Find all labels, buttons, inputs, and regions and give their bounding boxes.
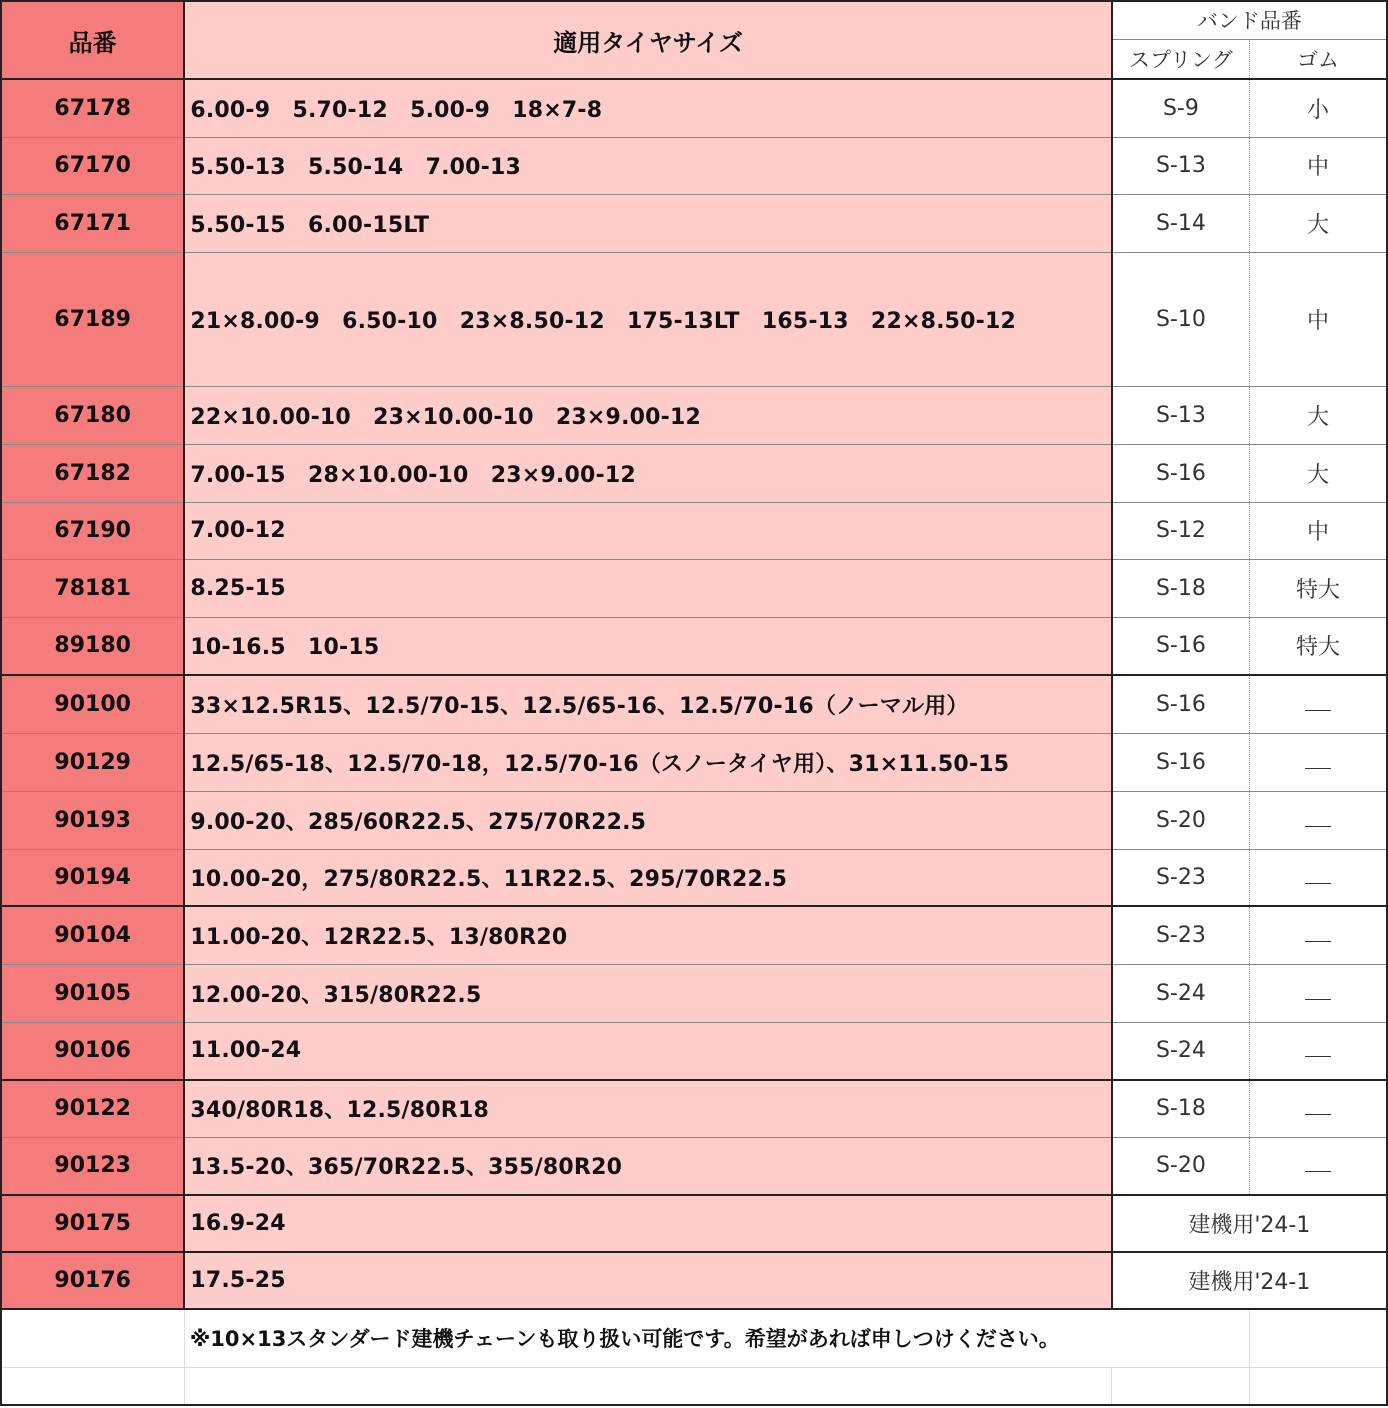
header-spring: スプリング [1112, 39, 1250, 79]
part-number: 89180 [1, 617, 184, 675]
header-part-no: 品番 [1, 1, 184, 79]
part-number: 90104 [1, 906, 184, 964]
part-number: 67178 [1, 79, 184, 137]
rubber-band [1250, 906, 1387, 964]
tire-sizes: 17.5-25 [184, 1252, 1111, 1309]
part-number: 90122 [1, 1080, 184, 1137]
rubber-band: 小 [1250, 79, 1387, 137]
tire-sizes: 16.9-24 [184, 1195, 1111, 1252]
spring-band: S-16 [1112, 733, 1250, 791]
blank-cell [1, 1367, 184, 1405]
part-number: 67180 [1, 386, 184, 444]
dash-mark [1305, 1046, 1331, 1057]
spring-band: S-16 [1112, 444, 1250, 502]
spring-band: S-13 [1112, 137, 1250, 194]
dash-mark [1305, 873, 1331, 884]
spring-band: S-24 [1112, 964, 1250, 1022]
table-row [1, 964, 1387, 1022]
table-row [1, 252, 1387, 386]
blank-cell [1250, 1367, 1387, 1405]
table-row [1, 906, 1387, 964]
spring-band: S-10 [1112, 252, 1250, 386]
table-row [1, 194, 1387, 252]
construction-band: 建機用'24-1 [1112, 1252, 1387, 1309]
blank-cell [184, 1367, 1111, 1405]
table-row [1, 849, 1387, 906]
rubber-band: 大 [1250, 386, 1387, 444]
dash-mark [1305, 1161, 1331, 1172]
spring-band: S-23 [1112, 906, 1250, 964]
rubber-band [1250, 1022, 1387, 1080]
rubber-band: 大 [1250, 444, 1387, 502]
table-row [1, 79, 1387, 137]
header-rubber: ゴム [1250, 39, 1387, 79]
table-row [1, 1022, 1387, 1080]
note-text: ※10×13スタンダード建機チェーンも取り扱い可能です。希望があれば申しつけください。 [184, 1309, 1249, 1367]
tire-sizes: 13.5-20、365/70R22.5、355/80R20 [184, 1137, 1111, 1195]
tire-sizes: 21×8.00-9 6.50-10 23×8.50-12 175-13LT 165-13 22×8.50-12 [184, 252, 1111, 386]
rubber-band: 特大 [1250, 617, 1387, 675]
tire-sizes: 5.50-13 5.50-14 7.00-13 [184, 137, 1111, 194]
spring-band: S-23 [1112, 849, 1250, 906]
spring-band: S-20 [1112, 791, 1250, 849]
part-number: 90175 [1, 1195, 184, 1252]
spring-band: S-16 [1112, 617, 1250, 675]
table-row [1, 675, 1387, 733]
rubber-band [1250, 675, 1387, 733]
dash-mark [1305, 758, 1331, 769]
spring-band: S-24 [1112, 1022, 1250, 1080]
part-number: 90105 [1, 964, 184, 1022]
rubber-band: 中 [1250, 137, 1387, 194]
part-number: 67189 [1, 252, 184, 386]
note-blank-cell [1250, 1309, 1387, 1367]
spring-band: S-12 [1112, 502, 1250, 559]
header-tire-size: 適用タイヤサイズ [184, 1, 1111, 79]
tire-sizes: 5.50-15 6.00-15LT [184, 194, 1111, 252]
note-blank-cell [1, 1309, 184, 1367]
tire-sizes: 11.00-20、12R22.5、13/80R20 [184, 906, 1111, 964]
part-number: 67182 [1, 444, 184, 502]
spring-band: S-16 [1112, 675, 1250, 733]
blank-cell [1112, 1367, 1250, 1405]
dash-mark [1305, 989, 1331, 1000]
table-row [1, 502, 1387, 559]
table-row [1, 791, 1387, 849]
rubber-band: 特大 [1250, 559, 1387, 617]
table-row [1, 137, 1387, 194]
spring-band: S-20 [1112, 1137, 1250, 1195]
dash-mark [1305, 931, 1331, 942]
part-number: 90106 [1, 1022, 184, 1080]
tire-sizes: 6.00-9 5.70-12 5.00-9 18×7-8 [184, 79, 1111, 137]
table-row [1, 1137, 1387, 1195]
table-row [1, 1195, 1387, 1252]
spring-band: S-18 [1112, 559, 1250, 617]
spring-band: S-9 [1112, 79, 1250, 137]
rubber-band [1250, 849, 1387, 906]
rubber-band: 大 [1250, 194, 1387, 252]
table-row [1, 1080, 1387, 1137]
part-number: 90100 [1, 675, 184, 733]
table-row [1, 444, 1387, 502]
tire-sizes: 10-16.5 10-15 [184, 617, 1111, 675]
table-row [1, 559, 1387, 617]
tire-sizes: 7.00-12 [184, 502, 1111, 559]
tire-sizes: 10.00-20，275/80R22.5、11R22.5、295/70R22.5 [184, 849, 1111, 906]
tire-sizes: 22×10.00-10 23×10.00-10 23×9.00-12 [184, 386, 1111, 444]
part-number: 67190 [1, 502, 184, 559]
rubber-band: 中 [1250, 252, 1387, 386]
part-number: 90176 [1, 1252, 184, 1309]
rubber-band [1250, 964, 1387, 1022]
tire-sizes: 12.00-20、315/80R22.5 [184, 964, 1111, 1022]
part-number: 67170 [1, 137, 184, 194]
construction-band: 建機用'24-1 [1112, 1195, 1387, 1252]
part-number: 78181 [1, 559, 184, 617]
rubber-band [1250, 791, 1387, 849]
tire-sizes: 8.25-15 [184, 559, 1111, 617]
dash-mark [1305, 1104, 1331, 1115]
dash-mark [1305, 816, 1331, 827]
rubber-band: 中 [1250, 502, 1387, 559]
part-number: 90129 [1, 733, 184, 791]
part-number: 90193 [1, 791, 184, 849]
spring-band: S-14 [1112, 194, 1250, 252]
dash-mark [1305, 700, 1331, 711]
part-number: 90123 [1, 1137, 184, 1195]
tire-sizes: 340/80R18、12.5/80R18 [184, 1080, 1111, 1137]
table-row [1, 1252, 1387, 1309]
rubber-band [1250, 1137, 1387, 1195]
spring-band: S-18 [1112, 1080, 1250, 1137]
part-number: 67171 [1, 194, 184, 252]
table-row [1, 733, 1387, 791]
tire-sizes: 7.00-15 28×10.00-10 23×9.00-12 [184, 444, 1111, 502]
tire-sizes: 11.00-24 [184, 1022, 1111, 1080]
rubber-band [1250, 733, 1387, 791]
tire-sizes: 9.00-20、285/60R22.5、275/70R22.5 [184, 791, 1111, 849]
table-row [1, 386, 1387, 444]
spring-band: S-13 [1112, 386, 1250, 444]
part-number: 90194 [1, 849, 184, 906]
tire-sizes: 12.5/65-18、12.5/70-18，12.5/70-16（スノータイヤ用）、31×11.50-15 [184, 733, 1111, 791]
rubber-band [1250, 1080, 1387, 1137]
header-band-no: バンド品番 [1112, 1, 1387, 39]
tire-sizes: 33×12.5R15、12.5/70-15、12.5/65-16、12.5/70-16（ノーマル用） [184, 675, 1111, 733]
table-row [1, 617, 1387, 675]
